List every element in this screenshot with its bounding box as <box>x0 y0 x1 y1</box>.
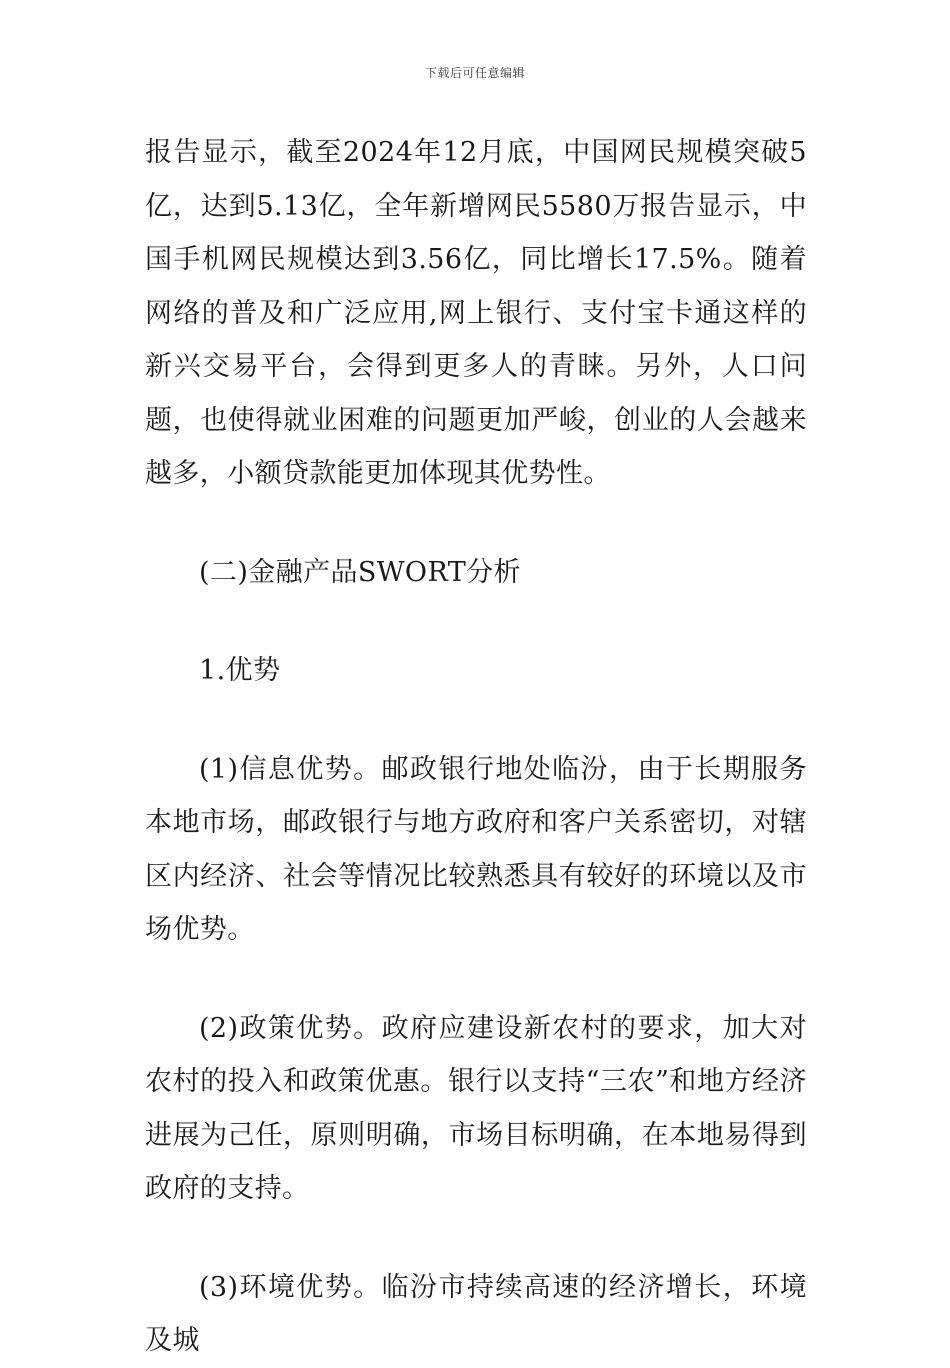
paragraph-gap <box>145 957 807 1002</box>
section-heading-swot: (二)金融产品SWORT分析 <box>199 556 521 588</box>
paragraph-gap <box>145 501 807 546</box>
paragraph-environment-advantage: (3)环境优势。临汾市持续高速的经济增长，环境及城 <box>145 1271 807 1356</box>
paragraph-policy-advantage: (2)政策优势。政府应建设新农村的要求，加大对农村的投入和政策优惠。银行以支持“三农”和地方经济进展为己任，原则明确，市场目标明确，在本地易得到政府的支持。 <box>145 1012 807 1204</box>
paragraph-internet-stats: 报告显示，截至2024年12月底，中国网民规模突破5亿，达到5.13亿，全年新增网民5580万报告显示，中国手机网民规模达到3.56亿，同比增长17.5%。随着网络的普及和广泛应用,网上银行、支付宝卡通这样的新兴交易平台，会得到更多人的青睐。另外，人口问题，也使得就业困难的问题更加严峻，创业的人会越来越多，小额贷款能更加体现其优势性。 <box>145 137 807 489</box>
subheading-advantages: 1.优势 <box>199 655 281 686</box>
paragraph-gap <box>145 698 807 743</box>
paragraph-info-advantage: (1)信息优势。邮政银行地处临汾，由于长期服务本地市场，邮政银行与地方政府和客户关系密切，对辖区内经济、社会等情况比较熟悉具有较好的环境以及市场优势。 <box>145 753 807 945</box>
header-note: 下载后可任意编辑 <box>424 66 525 80</box>
paragraph-gap <box>145 1216 807 1261</box>
document-body <box>145 126 807 1368</box>
paragraph-gap <box>145 599 807 644</box>
